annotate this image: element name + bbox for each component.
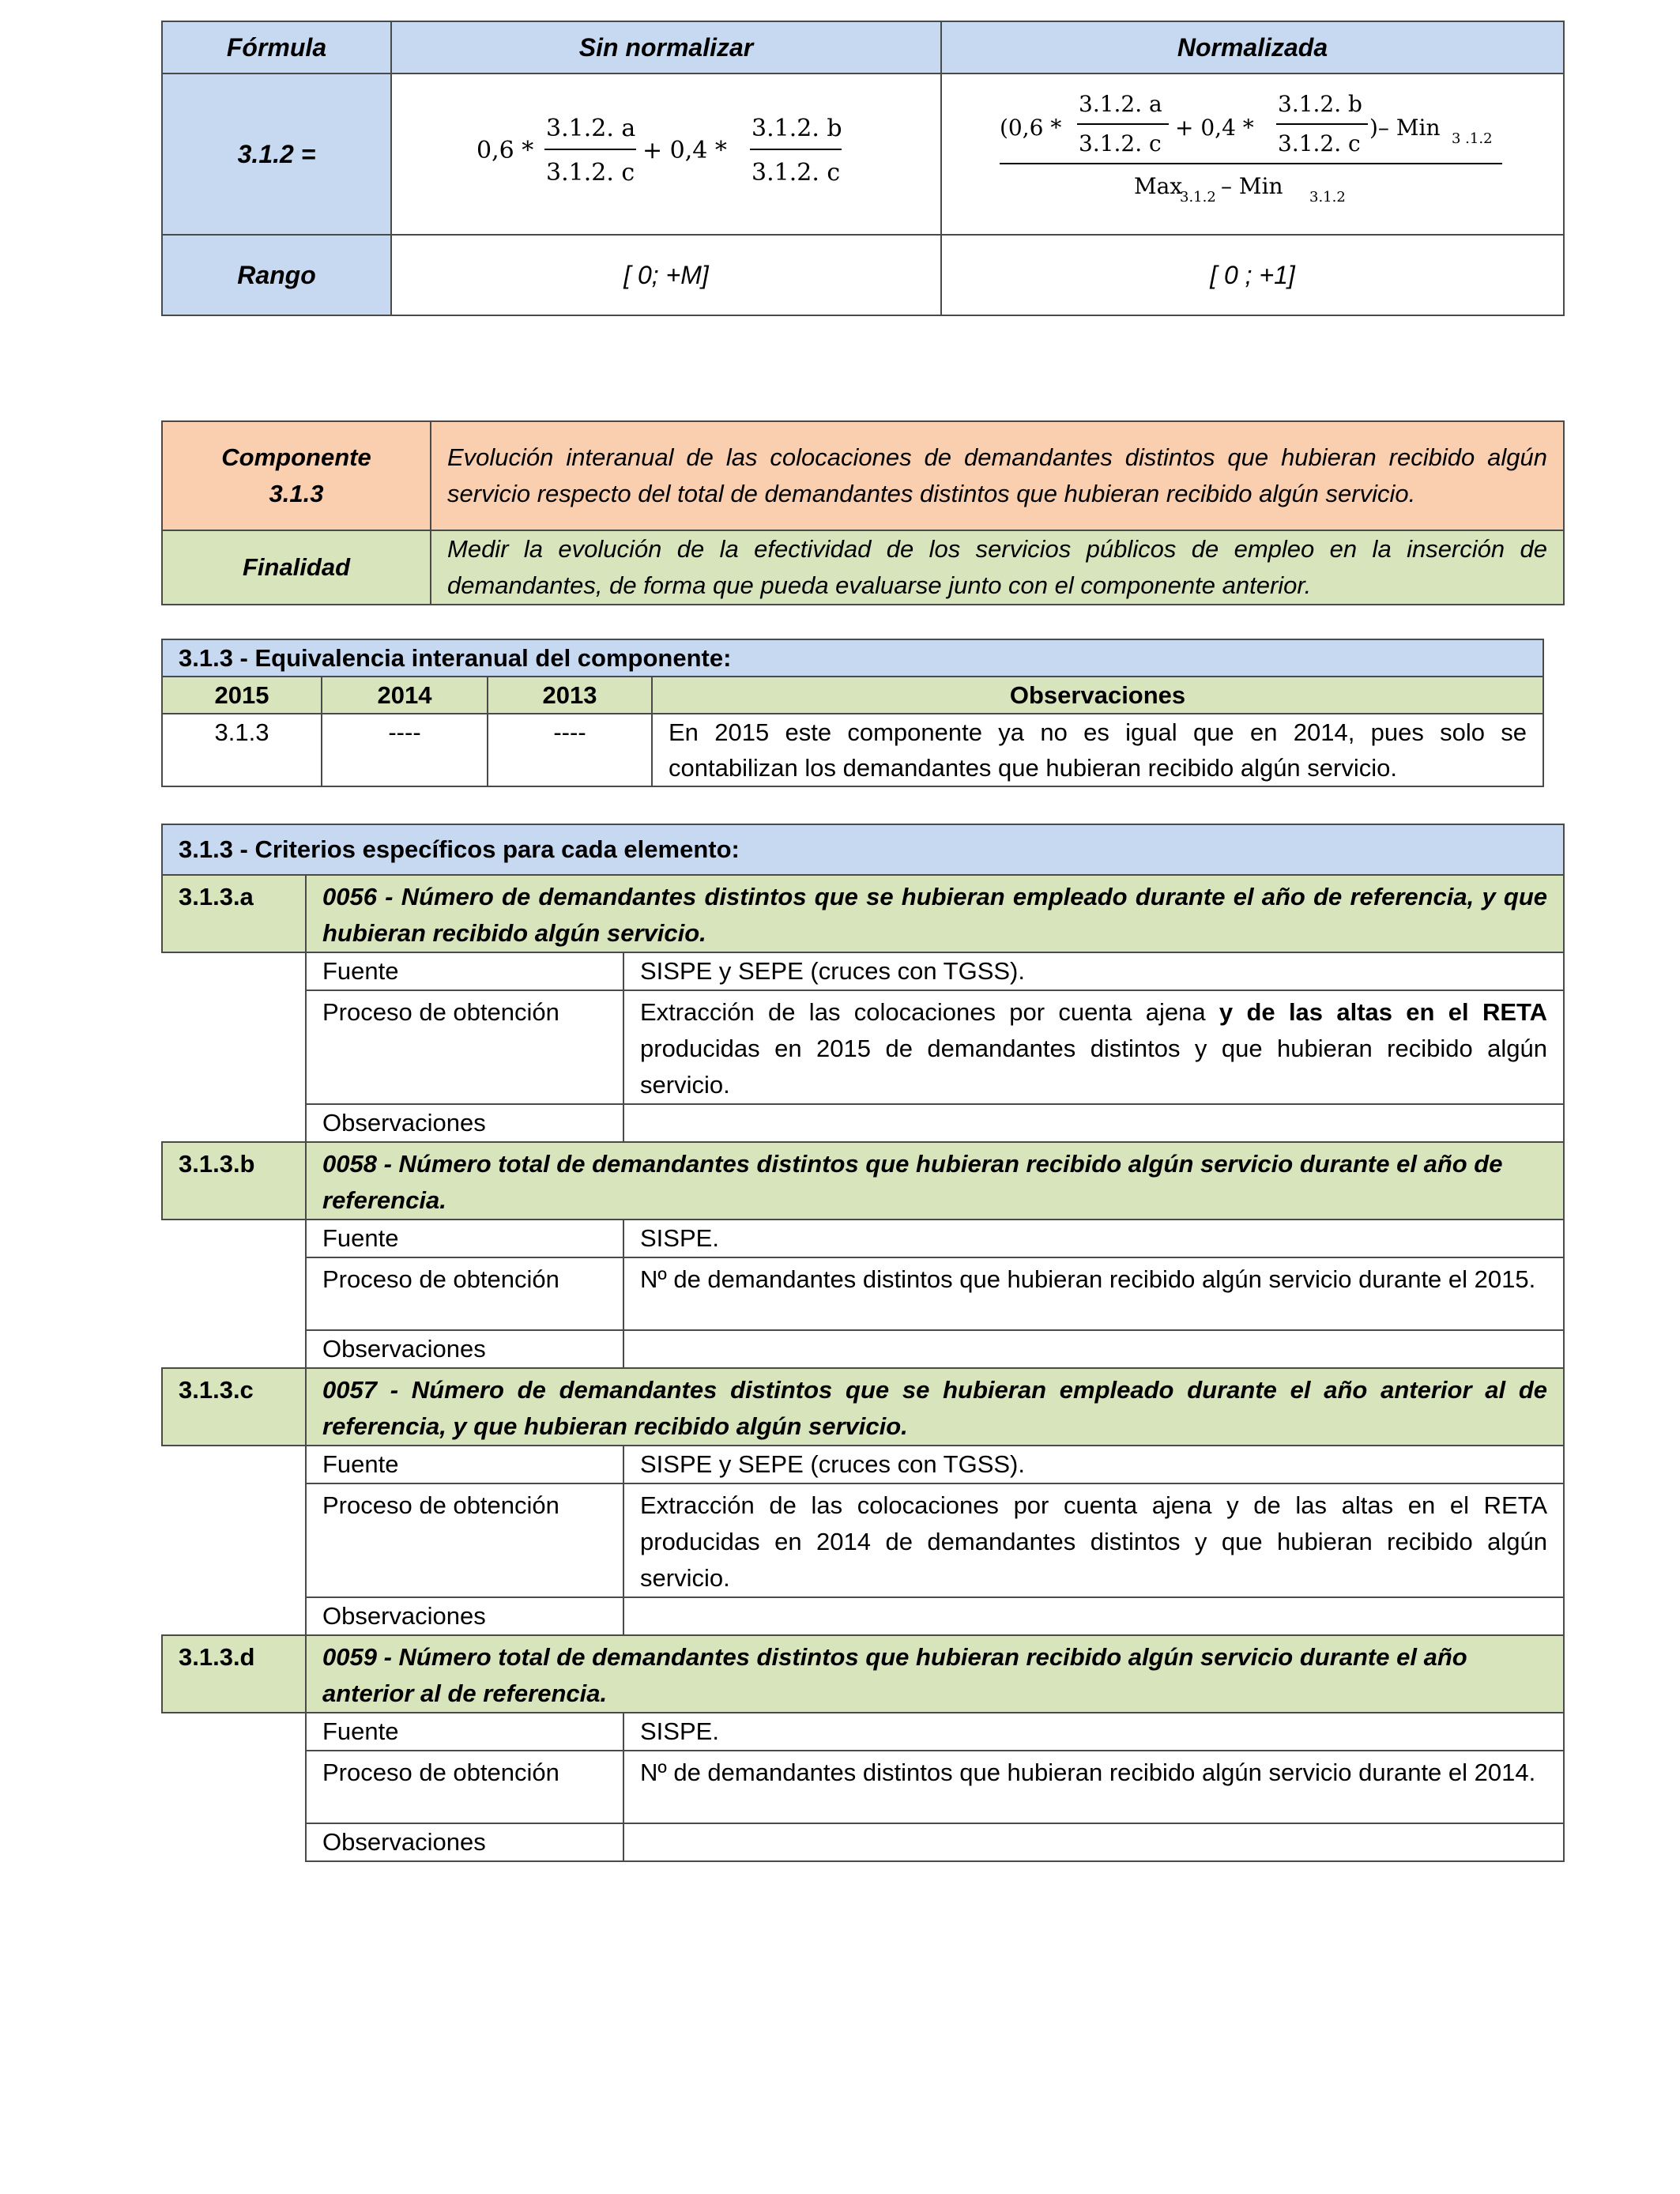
componente-label — [162, 421, 431, 530]
spacer-cell — [162, 1330, 306, 1368]
criteria-element-row — [162, 1635, 1564, 1713]
spacer-cell — [162, 1751, 306, 1823]
observaciones-label: Observaciones — [306, 1597, 623, 1635]
equiv-header-2015: 2015 — [162, 677, 322, 714]
formula-sin-normalizar-svg — [477, 106, 856, 193]
formula-norm-open: (0,6 * — [1000, 115, 1062, 141]
equiv-cell-observaciones: En 2015 este componente ya no es igual que en 2014, pues solo se contabilizan los demandantes que hubieran recibido algún servicio. — [652, 714, 1543, 786]
observaciones-value — [623, 1597, 1564, 1635]
formula-norm-min-sub: 3 .1.2 — [1452, 130, 1493, 147]
element-title: 0057 - Número de demandantes distintos que se hubieran empleado durante el año anterior al de referencia, y que hubieran recibido algún servicio. — [306, 1368, 1564, 1446]
proceso-label: Proceso de obtención — [306, 1257, 623, 1330]
element-code: 3.1.3.c — [162, 1368, 306, 1446]
proceso-value — [623, 990, 1564, 1104]
formula-den-a: 3.1.2. c — [546, 159, 635, 187]
formula-norm-num-a: 3.1.2. a — [1079, 91, 1162, 117]
formula-row-label: 3.1.2 = — [162, 74, 391, 235]
equiv-header-2014: 2014 — [322, 677, 488, 714]
spacer-cell — [162, 1823, 306, 1861]
fuente-value: SISPE. — [623, 1220, 1564, 1257]
rango-normalizada: [ 0 ; +1] — [941, 235, 1564, 315]
spacer-cell — [162, 1483, 306, 1597]
proceso-value: Extracción de las colocaciones por cuenta ajena y de las altas en el RETA producidas en 2014 de demandantes distintos y que hubieran recibido algún servicio. — [623, 1483, 1564, 1597]
formula-num-b: 3.1.2. b — [751, 115, 842, 142]
observaciones-value — [623, 1104, 1564, 1142]
formula-norm-close-min: )– Min — [1369, 115, 1441, 141]
proceso-text: producidas en 2015 de demandantes distintos y que hubieran recibido algún servicio. — [640, 1035, 1548, 1099]
equiv-cell-2015: 3.1.3 — [162, 714, 322, 786]
equiv-header-observaciones: Observaciones — [652, 677, 1543, 714]
finalidad-label: Finalidad — [162, 530, 431, 605]
formula-norm-den-a: 3.1.2. c — [1079, 130, 1162, 156]
formula-plus-coef-b: + 0,4 * — [642, 137, 727, 164]
criteria-element-row — [162, 875, 1564, 952]
equiv-header-2013: 2013 — [488, 677, 652, 714]
fuente-value: SISPE y SEPE (cruces con TGSS). — [623, 1446, 1564, 1483]
element-code: 3.1.3.b — [162, 1142, 306, 1220]
componente-label-line2: 3.1.3 — [269, 480, 324, 507]
criteria-element-row — [162, 1368, 1564, 1446]
formula-den-b: 3.1.2. c — [751, 159, 841, 187]
formula-sin-normalizar — [391, 74, 941, 235]
fuente-value: SISPE. — [623, 1713, 1564, 1751]
proceso-label: Proceso de obtención — [306, 990, 623, 1104]
formula-norm-num-b: 3.1.2. b — [1278, 91, 1362, 117]
criteria-element-row — [162, 1142, 1564, 1220]
proceso-text: Extracción de las colocaciones por cuenta ajena — [640, 998, 1219, 1026]
component-table — [161, 420, 1565, 605]
element-code: 3.1.3.a — [162, 875, 306, 952]
element-title: 0058 - Número total de demandantes distintos que hubieran recibido algún servicio durante el año de referencia. — [306, 1142, 1564, 1220]
header-sin-normalizar: Sin normalizar — [391, 21, 941, 74]
proceso-value: Nº de demandantes distintos que hubieran recibido algún servicio durante el 2015. — [623, 1257, 1564, 1330]
fuente-label: Fuente — [306, 1713, 623, 1751]
header-formula: Fórmula — [162, 21, 391, 74]
rango-sin-normalizar: [ 0; +M] — [391, 235, 941, 315]
equiv-cell-2013: ---- — [488, 714, 652, 786]
equivalence-title: 3.1.3 - Equivalencia interanual del componente: — [162, 639, 1543, 677]
formula-normalizada — [941, 74, 1564, 235]
formula-normalizada-svg — [1000, 86, 1505, 213]
formula-norm-den-min-sub: 3.1.2 — [1309, 189, 1346, 205]
rango-label: Rango — [162, 235, 391, 315]
spacer-cell — [162, 1713, 306, 1751]
spacer-cell — [162, 1446, 306, 1483]
formula-norm-den-b: 3.1.2. c — [1278, 130, 1361, 156]
equivalence-table — [161, 639, 1544, 787]
formula-table — [161, 21, 1565, 316]
proceso-value: Nº de demandantes distintos que hubieran recibido algún servicio durante el 2014. — [623, 1751, 1564, 1823]
formula-norm-max-sub: 3.1.2 — [1180, 189, 1216, 205]
formula-num-a: 3.1.2. a — [546, 115, 636, 142]
spacer-cell — [162, 1220, 306, 1257]
proceso-label: Proceso de obtención — [306, 1483, 623, 1597]
observaciones-value — [623, 1823, 1564, 1861]
element-title: 0056 - Número de demandantes distintos que se hubieran empleado durante el año de referencia, y que hubieran recibido algún servicio. — [306, 875, 1564, 952]
formula-norm-den-minus-min: – Min — [1221, 173, 1283, 199]
element-title: 0059 - Número total de demandantes distintos que hubieran recibido algún servicio durante el año anterior al de referencia. — [306, 1635, 1564, 1713]
equiv-cell-2014: ---- — [322, 714, 488, 786]
fuente-label: Fuente — [306, 952, 623, 990]
observaciones-label: Observaciones — [306, 1330, 623, 1368]
header-normalizada: Normalizada — [941, 21, 1564, 74]
proceso-text-bold: y de las altas en el RETA — [1219, 998, 1548, 1026]
observaciones-value — [623, 1330, 1564, 1368]
observaciones-label: Observaciones — [306, 1104, 623, 1142]
spacer-cell — [162, 1104, 306, 1142]
finalidad-text: Medir la evolución de la efectividad de los servicios públicos de empleo en la inserción de demandantes, de forma que pueda evaluarse junto con el componente anterior. — [431, 530, 1564, 605]
componente-label-line1: Componente — [221, 443, 371, 471]
fuente-value: SISPE y SEPE (cruces con TGSS). — [623, 952, 1564, 990]
spacer-cell — [162, 990, 306, 1104]
element-code: 3.1.3.d — [162, 1635, 306, 1713]
spacer-cell — [162, 1597, 306, 1635]
observaciones-label: Observaciones — [306, 1823, 623, 1861]
formula-coef-a: 0,6 * — [477, 137, 534, 164]
fuente-label: Fuente — [306, 1446, 623, 1483]
formula-norm-den-max: Max — [1134, 173, 1183, 199]
spacer-cell — [162, 952, 306, 990]
spacer-cell — [162, 1257, 306, 1330]
proceso-label: Proceso de obtención — [306, 1751, 623, 1823]
componente-text: Evolución interanual de las colocaciones de demandantes distintos que hubieran recibido algún servicio respecto del total de demandantes distintos que hubieran recibido algún servicio. — [431, 421, 1564, 530]
criteria-table — [161, 824, 1565, 1862]
criteria-title: 3.1.3 - Criterios específicos para cada elemento: — [162, 824, 1564, 875]
formula-norm-plus-coef-b: + 0,4 * — [1175, 115, 1254, 141]
fuente-label: Fuente — [306, 1220, 623, 1257]
